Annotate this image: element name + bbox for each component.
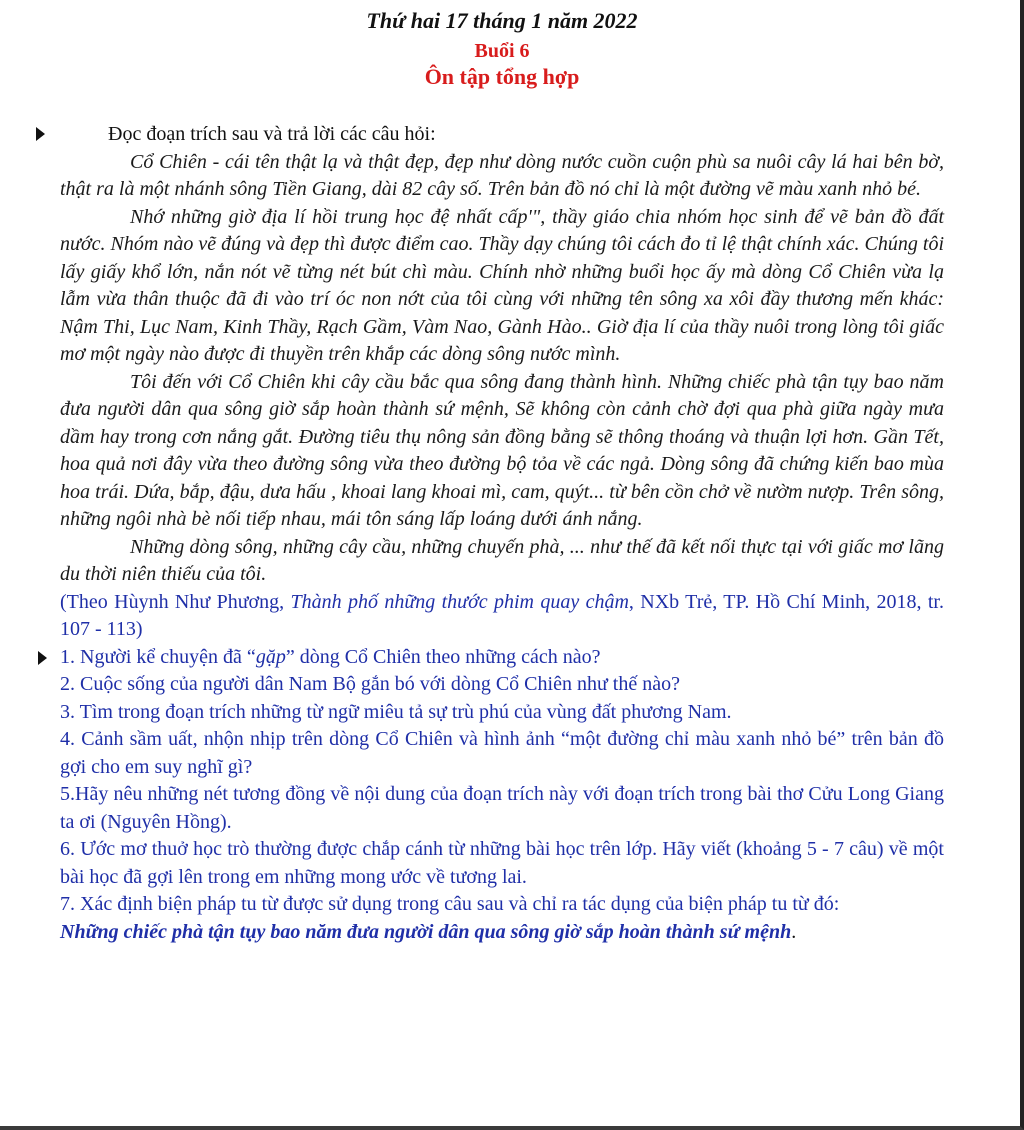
date-heading: Thứ hai 17 tháng 1 năm 2022 [366, 8, 638, 33]
quoted-sentence-text: Những chiếc phà tận tụy bao năm đưa người dân qua sông giờ sắp hoàn thành sứ mệnh [60, 920, 792, 943]
question-6: 6. Ước mơ thuở học trò thường được chắp cánh từ những bài học trên lớp. Hãy viết (khoảng 5 - 7 câu) về một bài học đã gợi lên trong em những mong ước về tương lai. [60, 838, 944, 888]
question-1-text-b: ” dòng Cổ Chiên theo những cách nào? [285, 645, 601, 668]
passage-paragraph-4: Những dòng sông, những cây cầu, những chuyến phà, ... như thế đã kết nối thực tại với giấc mơ lãng du thời niên thiếu của tôi. [60, 535, 944, 585]
passage-paragraph-2: Nhớ những giờ địa lí hồi trung học đệ nhất cấp'", thầy giáo chia nhóm học sinh để vẽ bản đồ đất nước. Nhóm nào vẽ đúng và đẹp thì được điểm cao. Thầy dạy chúng tôi cách đo tỉ lệ thật chính xác. Chúng tôi lấy giấy khổ lớn, nắn nót vẽ từng nét bút chì màu. Chính nhờ những buổi học ấy mà dòng Cổ Chiên vừa lạ lẫm vừa thân thuộc đã đi vào trí óc non nớt của tôi cùng với những tên sông xa xôi đầy thương mến khác: Nậm Thi, Lục Nam, Kinh Thầy, Rạch Gầm, Vàm Nao, Gành Hào.. Giờ địa lí của thầy nuôi trong lòng tôi giấc mơ một ngày nào được đi thuyền trên khắp các dòng sông nước mình. [60, 205, 944, 365]
passage-paragraph-3: Tôi đến với Cổ Chiên khi cây cầu bắc qua sông đang thành hình. Những chiếc phà tận tụy bao năm đưa người dân qua sông giờ sắp hoàn thành sứ mệnh, Sẽ không còn cảnh chờ đợi qua phà giữa ngày mưa dầm hay trong cơn nắng gắt. Đường tiêu thụ nông sản đồng bằng sẽ thông thoáng và thuận lợi hơn. Gần Tết, hoa quả nơi đây vừa theo đường sông vừa theo đường bộ tỏa về các ngả. Dòng sông đã chứng kiến bao mùa hoa trái. Dứa, bắp, đậu, dưa hấu , khoai lang khoai mì, cam, quýt... từ bên cồn chở về nườm nượp. Trên sông, những ngôi nhà bè nối tiếp nhau, mái tôn sáng lấp loáng dưới ánh nắng. [60, 370, 944, 530]
bullet-arrow-icon [38, 651, 47, 665]
question-2: 2. Cuộc sống của người dân Nam Bộ gắn bó với dòng Cổ Chiên như thế nào? [60, 673, 680, 695]
session-heading: Buổi 6 [474, 40, 530, 62]
citation-prefix: (Theo Hùynh Như Phương, [60, 590, 291, 613]
passage-paragraph-1: Cổ Chiên - cái tên thật lạ và thật đẹp, đẹp như dòng nước cuồn cuộn phù sa nuôi cây lá hai bên bờ, thật ra là một nhánh sông Tiền Giang, dài 82 cây số. Trên bản đồ nó chỉ là một đường vẽ màu xanh nhỏ bé. [60, 150, 944, 200]
instruction-text: Đọc đoạn trích sau và trả lời các câu hỏi: [108, 123, 436, 145]
citation-suffix: , NXb Trẻ, TP. Hồ Chí Minh, 2018, tr. 107 - 113) [60, 590, 944, 640]
question-1-emphasis: gặp [255, 645, 286, 668]
quoted-sentence-period: . [791, 920, 797, 943]
page-title: Ôn tập tổng hợp [424, 64, 580, 89]
document-body [60, 121, 944, 946]
question-4: 4. Cảnh sầm uất, nhộn nhịp trên dòng Cổ Chiên và hình ảnh “một đường chỉ màu xanh nhỏ bé” trên bản đồ gợi cho em suy nghĩ gì? [60, 728, 944, 778]
question-1-text-a: 1. Người kể chuyện đã “ [60, 645, 256, 668]
question-5: 5.Hãy nêu những nét tương đồng về nội dung của đoạn trích này với đoạn trích trong bài thơ Cửu Long Giang ta ơi (Nguyên Hồng). [60, 783, 944, 833]
citation-book-title: Thành phố những thước phim quay chậm [290, 590, 629, 613]
question-1 [60, 644, 944, 672]
question-7: 7. Xác định biện pháp tu từ được sử dụng trong câu sau và chỉ ra tác dụng của biện pháp tu từ đó: [60, 893, 840, 915]
instruction-line [60, 121, 944, 149]
quoted-sentence [60, 919, 944, 947]
bullet-arrow-icon [36, 127, 45, 141]
question-3: 3. Tìm trong đoạn trích những từ ngữ miêu tả sự trù phú của vùng đất phương Nam. [60, 700, 732, 723]
source-citation [60, 589, 944, 644]
